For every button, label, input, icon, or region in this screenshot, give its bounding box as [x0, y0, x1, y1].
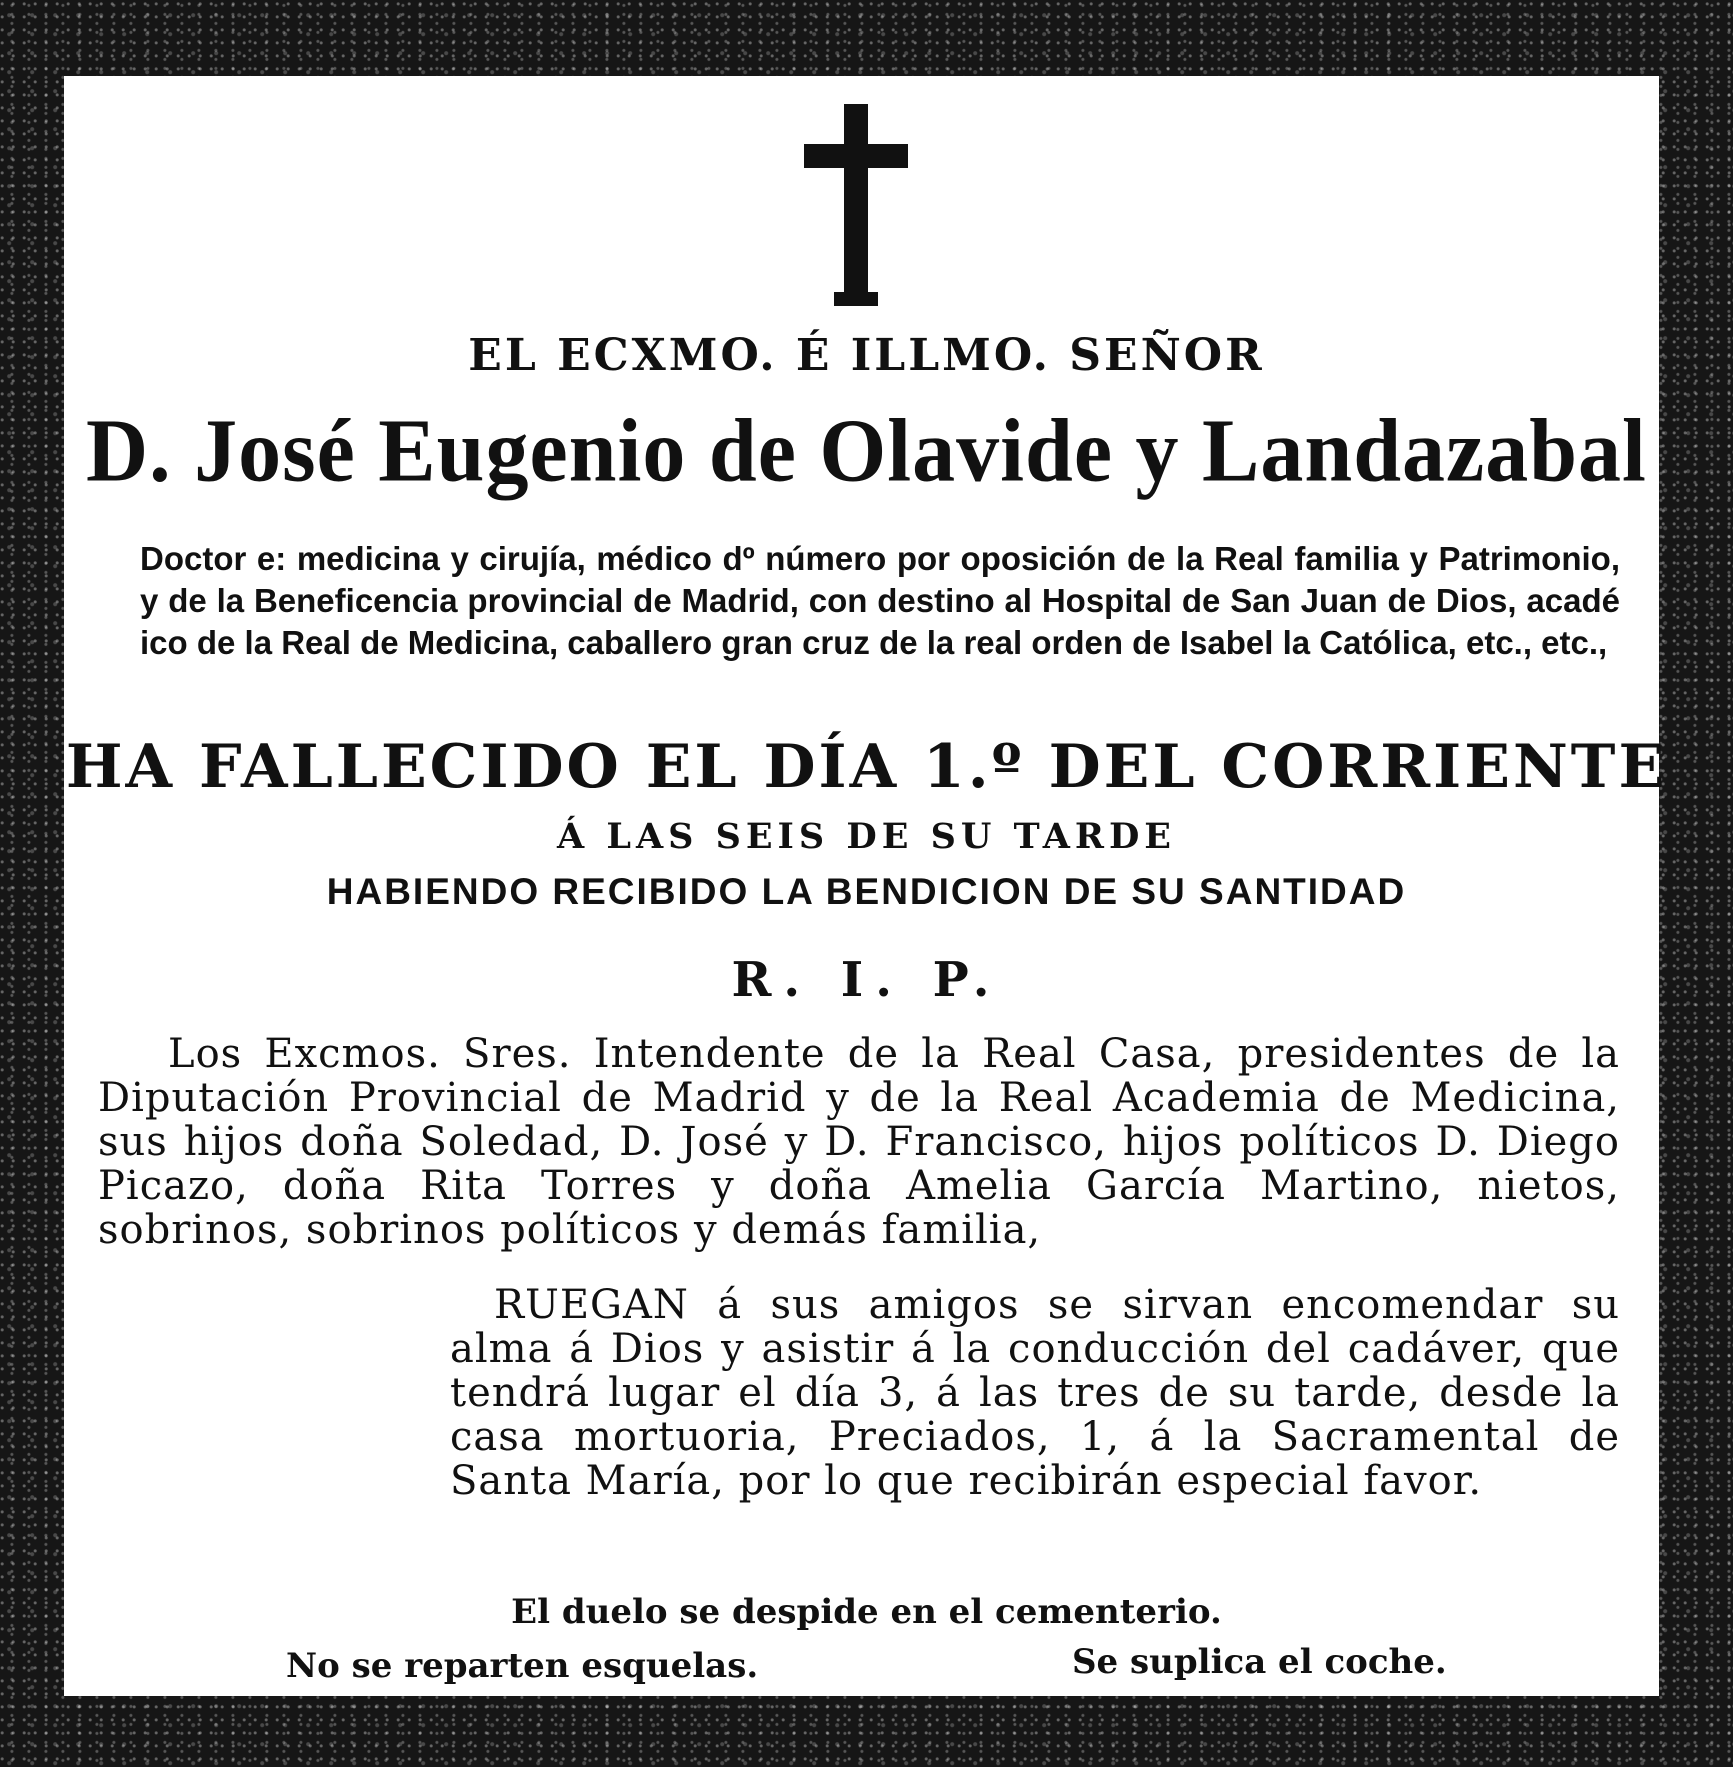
blessing-line: HABIENDO RECIBIDO LA BENDICION DE SU SANTIDAD [326, 871, 1407, 912]
death-announcement: HA FALLECIDO EL DÍA 1.º DEL CORRIENTE [65, 732, 1668, 802]
duelo-note: El duelo se despide en el cementerio. [511, 1592, 1222, 1632]
family-paragraph: Los Excmos. Sres. Intendente de la Real Casa, presidentes de la Diputación Provincial de Madrid y de la Real Academia de Medicina, sus hijos doña Soledad, D. José y D. Francisco, hijos políticos D. Diego Picazo, doña Rita Torres y doña Amelia García Martino, nietos, sobrinos, sobrinos políticos y demás familia, [98, 1031, 1620, 1253]
credentials-paragraph: Doctor e: medicina y cirujía, médico dº número por oposición de la Real familia y Patrimonio, y de la Beneficencia provincial de Madrid, con destino al Hospital de San Juan de Dios, acadé ico de la Real de Medicina, caballero gran cruz de la real orden de Isabel la Católica, etc., etc., [140, 540, 1620, 661]
honorific-title: EL ECXMO. É ILLMO. SEÑOR [468, 330, 1265, 381]
rip-line: R. I. P. [731, 952, 1002, 1008]
request-paragraph: RUEGAN á sus amigos se sirvan encomendar su alma á Dios y asistir á la conducción del cadáver, que tendrá lugar el día 3, á las tres de su tarde, desde la casa mortuoria, Preciados, 1, á la Sacramental de Santa María, por lo que recibirán especial favor. [450, 1282, 1620, 1504]
coche-note: Se suplica el coche. [1072, 1642, 1447, 1682]
death-hour: Á LAS SEIS DE SU TARDE [557, 816, 1176, 857]
cross-icon [804, 104, 908, 306]
deceased-name: D. José Eugenio de Olavide y Landazabal [86, 399, 1647, 501]
esquelas-note: No se reparten esquelas. [286, 1646, 759, 1686]
